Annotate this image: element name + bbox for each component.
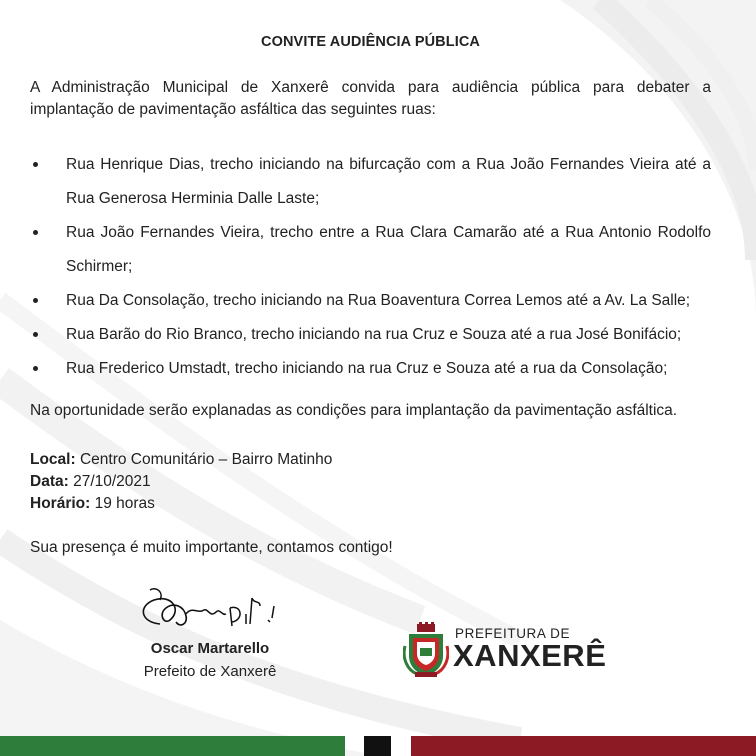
local-label: Local:: [30, 451, 76, 468]
time-label: Horário:: [30, 495, 91, 512]
document-title: CONVITE AUDIÊNCIA PÚBLICA: [261, 34, 480, 50]
signature-icon: [120, 584, 300, 642]
city-logo: [403, 620, 643, 680]
bullet-icon: [33, 230, 38, 235]
local-value: Centro Comunitário – Bairro Matinho: [75, 451, 333, 468]
list-item: [30, 352, 711, 386]
street-line: Rua Barão do Rio Branco, trecho iniciando na rua Cruz e Souza até a rua José Bonifácio;: [66, 326, 682, 343]
list-item: [30, 216, 711, 284]
street-line: Rua Generosa Herminia Dalle Laste;: [66, 190, 320, 207]
date-value: 27/10/2021: [68, 473, 151, 490]
red-stripe: [411, 736, 756, 756]
list-item: [30, 148, 711, 216]
time-value: 19 horas: [90, 495, 155, 512]
flag-stripe-bar: [0, 736, 756, 756]
mayor-name: Oscar Martarello: [150, 640, 270, 657]
street-line: Rua Frederico Umstadt, trecho iniciando na rua Cruz e Souza até a rua da Consolação;: [66, 360, 668, 377]
time-row: [30, 493, 332, 515]
street-line: Rua João Fernandes Vieira, trecho entre a Rua Clara Camarão até a Rua Antonio Rodolfo: [66, 224, 711, 241]
signature-block: [100, 584, 320, 680]
logo-title: XANXERÊ: [453, 638, 607, 673]
intro-line-1: A Administração Municipal de Xanxerê convida para audiência pública para debater a: [30, 79, 711, 96]
green-stripe: [0, 736, 345, 756]
opportunity-text: Na oportunidade serão explanadas as condições para implantação da pavimentação asfáltica.: [30, 402, 678, 419]
intro-paragraph: [30, 77, 711, 121]
local-row: [30, 449, 332, 471]
date-label: Data:: [30, 473, 69, 490]
intro-line-2: implantação de pavimentação asfáltica das seguintes ruas:: [30, 101, 436, 118]
logo-subtitle: PREFEITURA DE: [455, 626, 571, 641]
bullet-icon: [33, 366, 38, 371]
bullet-icon: [33, 298, 38, 303]
black-stripe: [364, 736, 391, 756]
street-line: Rua Henrique Dias, trecho iniciando na bifurcação com a Rua João Fernandes Vieira até a: [66, 156, 711, 173]
coat-of-arms-icon: [403, 622, 449, 678]
street-list: [30, 148, 711, 386]
bullet-icon: [33, 332, 38, 337]
closing-text: Sua presença é muito importante, contamos contigo!: [30, 539, 393, 556]
event-info: [30, 449, 332, 515]
bullet-icon: [33, 162, 38, 167]
street-line: Rua Da Consolação, trecho iniciando na Rua Boaventura Correa Lemos até a Av. La Salle;: [66, 292, 691, 309]
mayor-role: Prefeito de Xanxerê: [143, 663, 277, 680]
street-line: Schirmer;: [66, 258, 133, 275]
list-item: [30, 318, 711, 352]
date-row: [30, 471, 332, 493]
list-item: [30, 284, 711, 318]
